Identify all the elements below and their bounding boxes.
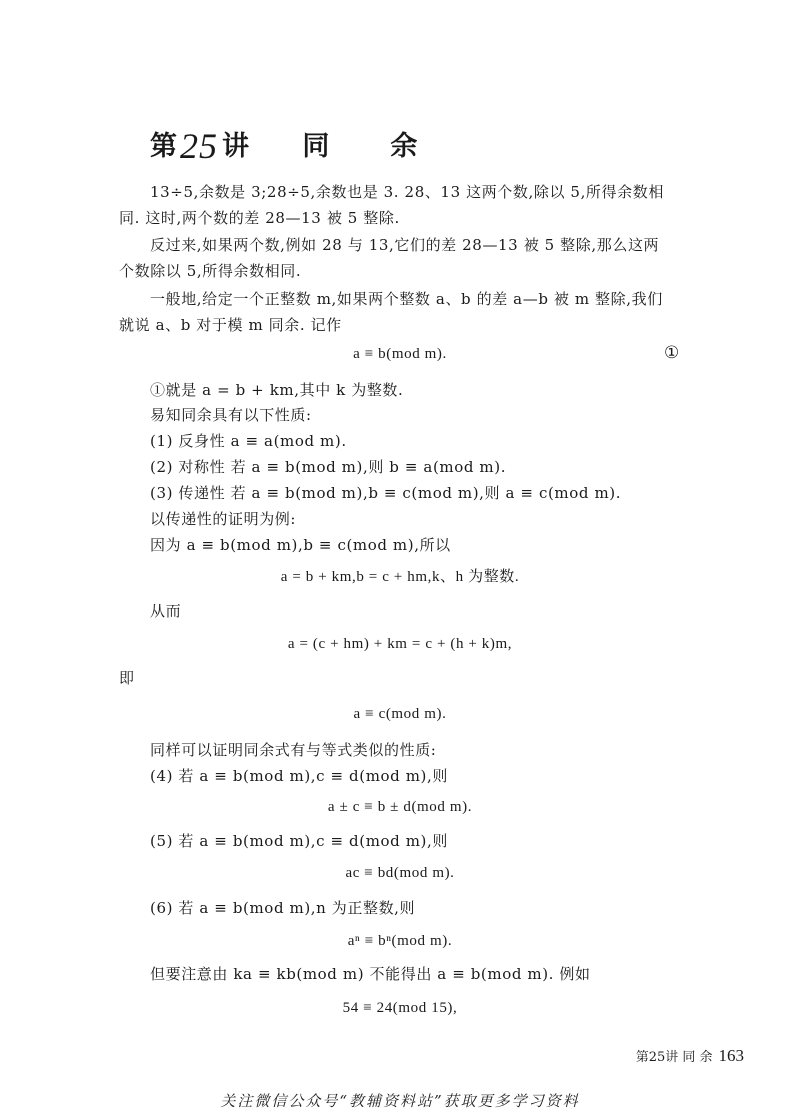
paragraph-line: 因为 a ≡ b(mod m),b ≡ c(mod m),所以 (150, 536, 451, 554)
equation-line: a ± c ≡ b ± d(mod m). (327, 799, 473, 815)
title-prefix: 第 (150, 131, 178, 162)
page-footer (560, 1046, 744, 1066)
paragraph-line: 反过来,如果两个数,例如 28 与 13,它们的差 28—13 被 5 整除,那么这两 (150, 236, 660, 254)
paragraph-line: 同样可以证明同余式有与等式类似的性质: (150, 741, 437, 759)
equation-line: a = (c + hm) + km = c + (h + k)m, (287, 636, 513, 652)
paragraph-line: 从而 (150, 602, 182, 620)
property-item: (6) 若 a ≡ b(mod m),n 为正整数,则 (150, 899, 416, 917)
property-item: (1) 反身性 a ≡ a(mod m). (150, 432, 347, 450)
paragraph-line: 就说 a、b 对于模 m 同余. 记作 (119, 316, 342, 334)
equation-line: aⁿ ≡ bⁿ(mod m). (347, 933, 453, 949)
lecture-title (150, 122, 418, 164)
equation-line: 54 ≡ 24(mod 15), (342, 1000, 458, 1016)
equation-line: a ≡ c(mod m). (353, 706, 447, 722)
paragraph-line: 13÷5,余数是 3;28÷5,余数也是 3. 28、13 这两个数,除以 5,所得余数相 (150, 183, 664, 201)
footer-lecture: 第25讲 同 余 (635, 1050, 713, 1065)
paragraph-line: 易知同余具有以下性质: (150, 406, 312, 424)
paragraph-line: 但要注意由 ka ≡ kb(mod m) 不能得出 a ≡ b(mod m). 例如 (150, 965, 591, 983)
paragraph-line: 一般地,给定一个正整数 m,如果两个整数 a、b 的差 a—b 被 m 整除,我们 (150, 290, 663, 308)
promo-banner: 关注微信公众号“教辅资料站”获取更多学习资料 (220, 1092, 580, 1110)
property-item: (3) 传递性 若 a ≡ b(mod m),b ≡ c(mod m),则 a ≡ c(mod m). (150, 484, 622, 502)
title-word-1: 同 (302, 131, 331, 162)
equation-number-marker: ① (664, 343, 680, 363)
property-item: (5) 若 a ≡ b(mod m),c ≡ d(mod m),则 (150, 832, 448, 850)
paragraph-line: 同. 这时,两个数的差 28—13 被 5 整除. (119, 209, 400, 227)
paragraph-line: ①就是 a = b + km,其中 k 为整数. (150, 381, 404, 399)
paragraph-line: 以传递性的证明为例: (150, 510, 297, 528)
property-item: (4) 若 a ≡ b(mod m),c ≡ d(mod m),则 (150, 767, 448, 785)
page-number: 163 (718, 1046, 744, 1065)
paragraph-line: 即 (119, 669, 135, 687)
paragraph-line: 个数除以 5,所得余数相同. (119, 262, 302, 280)
title-word-2: 余 (390, 131, 419, 162)
equation-congruence: a ≡ b(mod m). (353, 346, 447, 362)
property-item: (2) 对称性 若 a ≡ b(mod m),则 b ≡ a(mod m). (150, 458, 507, 476)
equation-line: ac ≡ bd(mod m). (345, 865, 455, 881)
title-suffix: 讲 (222, 131, 250, 162)
equation-line: a = b + km,b = c + hm,k、h 为整数. (280, 569, 520, 585)
title-number: 25 (180, 126, 218, 166)
